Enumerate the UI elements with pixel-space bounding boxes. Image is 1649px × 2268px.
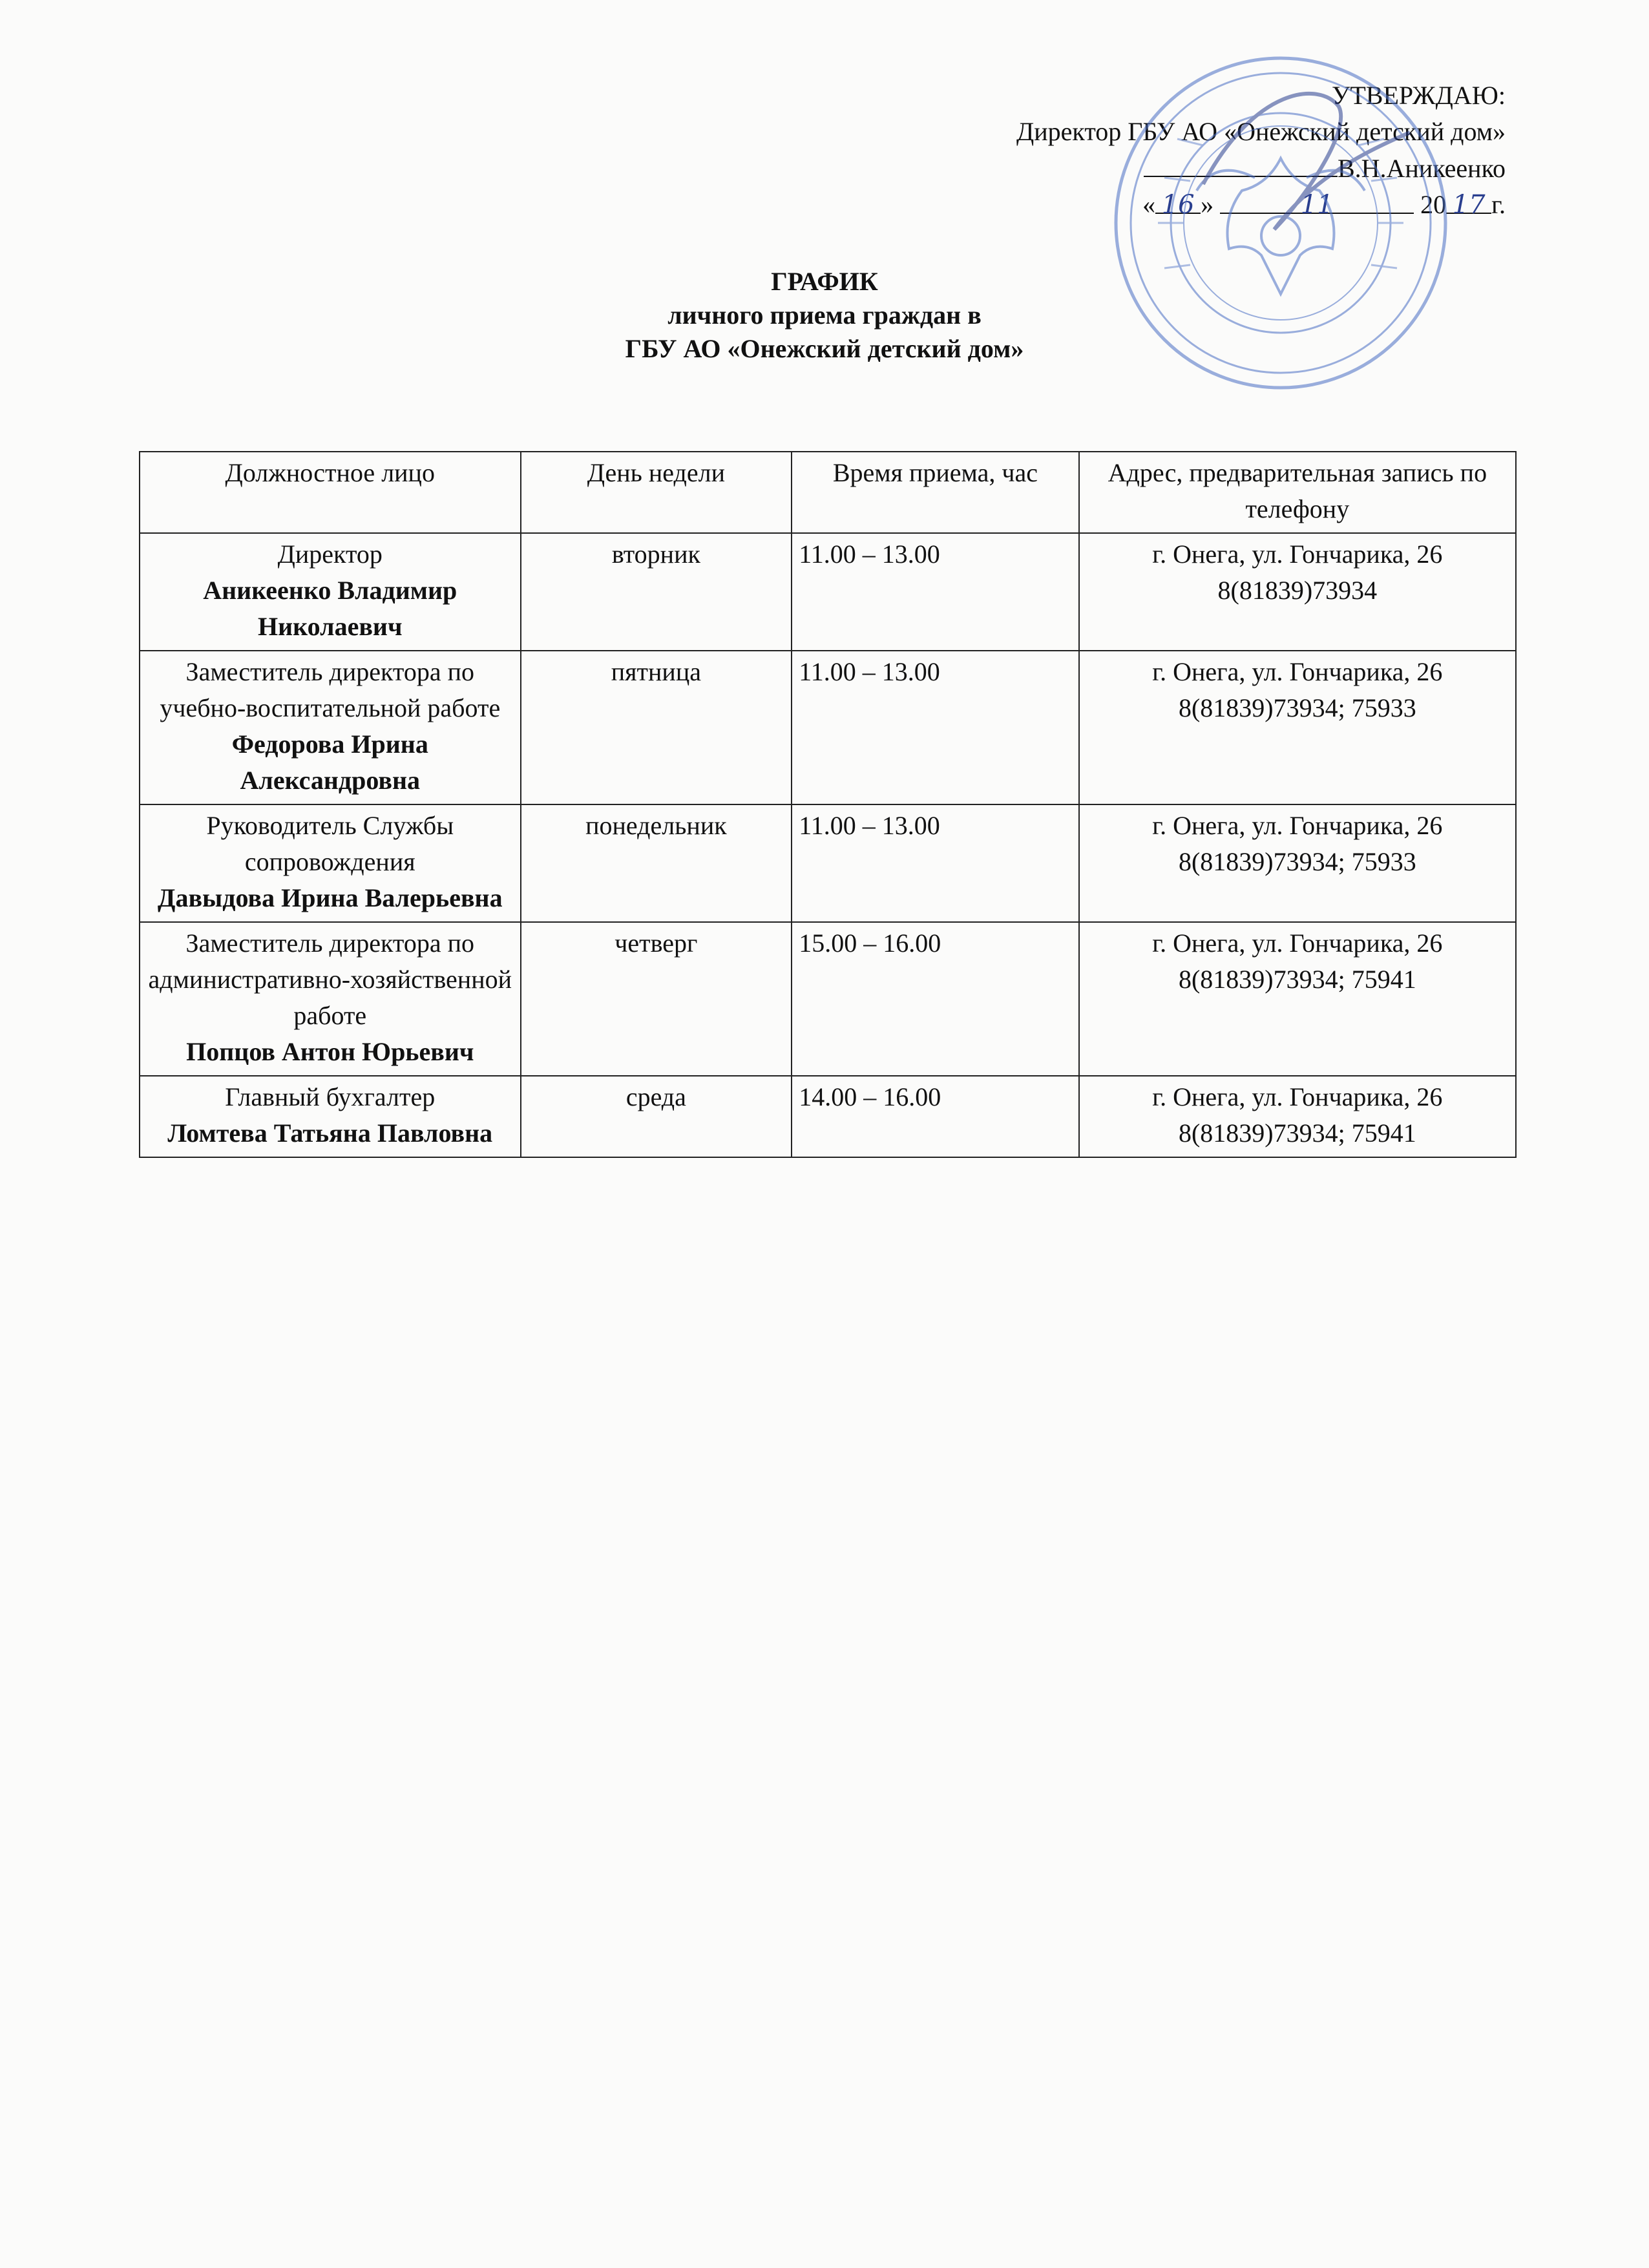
official-name: Федорова Ирина Александровна (231, 730, 428, 795)
header-time: Время приема, час (792, 452, 1078, 533)
phone-text: 8(81839)73934 (1217, 576, 1378, 605)
cell-address (1079, 1076, 1516, 1157)
cell-official (140, 922, 521, 1076)
cell-time: 11.00 – 13.00 (792, 804, 1078, 922)
table-header-row (140, 452, 1516, 533)
table-row (140, 1076, 1516, 1157)
cell-official (140, 804, 521, 922)
phone-text: 8(81839)73934; 75941 (1178, 1118, 1416, 1148)
cell-day: вторник (521, 533, 792, 651)
cell-day: среда (521, 1076, 792, 1157)
approver-position: Директор ГБУ АО «Онежский детский дом» (1016, 117, 1506, 146)
date-year-prefix: 20 (1420, 190, 1447, 219)
title-line-2: личного приема граждан в (667, 300, 982, 330)
date-quote-open: « (1142, 190, 1156, 219)
cell-day: пятница (521, 651, 792, 804)
table-row (140, 922, 1516, 1076)
cell-official (140, 651, 521, 804)
signatory-name: В.Н.Аникеенко (1337, 154, 1506, 183)
cell-address (1079, 804, 1516, 922)
phone-text: 8(81839)73934; 75941 (1178, 965, 1416, 994)
table-row (140, 651, 1516, 804)
date-year: 17 (1446, 187, 1491, 214)
phone-text: 8(81839)73934; 75933 (1178, 847, 1416, 876)
official-role: Руководитель Службы сопровождения (206, 811, 454, 876)
cell-day: понедельник (521, 804, 792, 922)
official-name: Ломтева Татьяна Павловна (167, 1118, 493, 1148)
address-text: г. Онега, ул. Гончарика, 26 (1152, 540, 1443, 569)
table-row (140, 804, 1516, 922)
official-role: Заместитель директора по учебно-воспитательной работе (160, 657, 501, 722)
title-main: ГРАФИК (771, 267, 878, 296)
approve-heading: УТВЕРЖДАЮ: (1332, 81, 1506, 110)
header-official: Должностное лицо (140, 452, 521, 533)
address-text: г. Онега, ул. Гончарика, 26 (1152, 1082, 1443, 1111)
document-title (0, 265, 1649, 366)
address-text: г. Онега, ул. Гончарика, 26 (1152, 657, 1443, 686)
cell-time: 11.00 – 13.00 (792, 651, 1078, 804)
cell-address (1079, 651, 1516, 804)
official-role: Заместитель директора по административно-хозяйственной работе (148, 929, 512, 1030)
official-name: Давыдова Ирина Валерьевна (157, 883, 503, 912)
cell-address (1079, 533, 1516, 651)
address-text: г. Онега, ул. Гончарика, 26 (1152, 929, 1443, 958)
address-text: г. Онега, ул. Гончарика, 26 (1152, 811, 1443, 840)
official-name: Аникеенко Владимир Николаевич (203, 576, 457, 641)
date-suffix: г. (1491, 190, 1506, 219)
official-role: Главный бухгалтер (225, 1082, 436, 1111)
date-month: 11 (1220, 187, 1414, 214)
reception-schedule-table (139, 451, 1517, 1158)
official-name: Попцов Антон Юрьевич (186, 1037, 474, 1066)
cell-address (1079, 922, 1516, 1076)
cell-time: 14.00 – 16.00 (792, 1076, 1078, 1157)
cell-official (140, 1076, 521, 1157)
cell-day: четверг (521, 922, 792, 1076)
cell-official (140, 533, 521, 651)
date-quote-close: » (1201, 190, 1214, 219)
header-address: Адрес, предварительная запись по телефону (1079, 452, 1516, 533)
cell-time: 15.00 – 16.00 (792, 922, 1078, 1076)
table-row (140, 533, 1516, 651)
header-day: День недели (521, 452, 792, 533)
date-day: 16 (1155, 187, 1201, 214)
cell-time: 11.00 – 13.00 (792, 533, 1078, 651)
official-role: Директор (277, 540, 383, 569)
phone-text: 8(81839)73934; 75933 (1178, 693, 1416, 722)
title-line-3: ГБУ АО «Онежский детский дом» (625, 334, 1024, 363)
